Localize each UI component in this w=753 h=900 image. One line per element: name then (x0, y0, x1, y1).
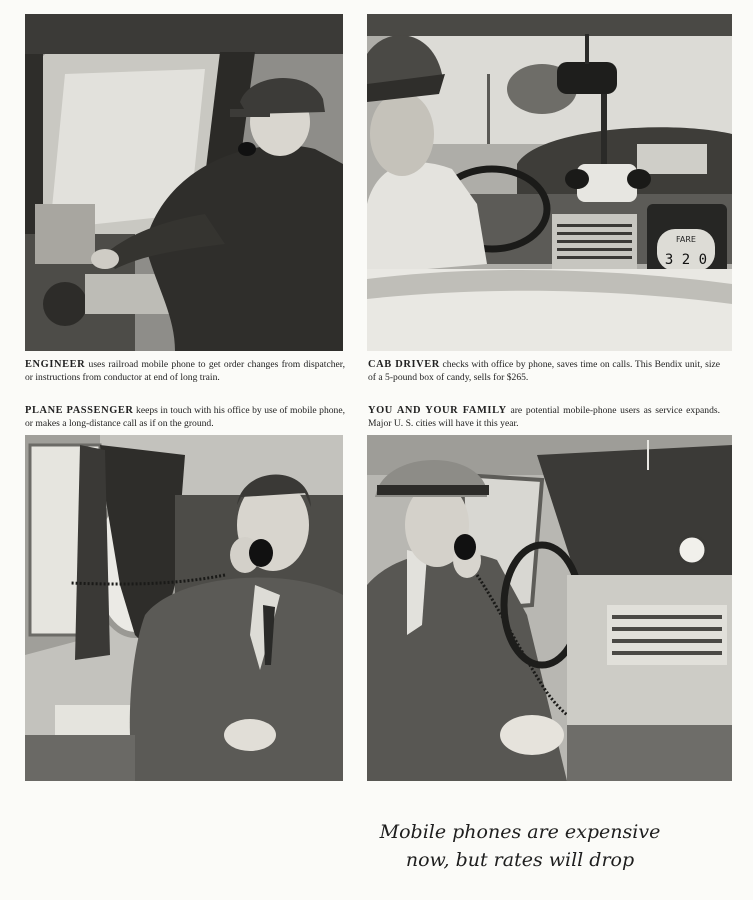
plane-passenger-caption-lead: PLANE PASSENGER (25, 405, 134, 416)
cab-driver-caption (368, 358, 720, 384)
engineer-caption (25, 358, 345, 384)
fare-meter-label: FARE (676, 235, 696, 244)
cab-driver-caption-lead: CAB DRIVER (368, 359, 440, 370)
family-caption (368, 404, 720, 430)
family-caption-text: are potential mobile-phone users as service expands. Major U. S. cities will have it this year. (368, 405, 720, 429)
pullquote (370, 818, 670, 874)
engineer-caption-text: uses railroad mobile phone to get order changes from dispatcher, or instructions from conductor at end of long train. (25, 359, 345, 383)
pullquote-line-1: Mobile phones are expensive (379, 821, 661, 843)
cab-driver-photo (367, 14, 732, 351)
family-caption-lead: YOU AND YOUR FAMILY (368, 405, 507, 416)
family-car-photo (367, 435, 732, 781)
pullquote-line-2: now, but rates will drop (405, 849, 635, 871)
engineer-caption-lead: ENGINEER (25, 359, 86, 370)
fare-meter-digits: 3 2 0 (664, 252, 708, 268)
cab-driver-caption-text: checks with office by phone, saves time on calls. This Bendix unit, size of a 5-pound box of candy, sells for $265. (368, 359, 721, 383)
engineer-photo (25, 14, 343, 351)
plane-passenger-caption-text: keeps in touch with his office by use of mobile phone, or makes a long-distance call as if on the ground. (25, 405, 346, 429)
plane-passenger-photo (25, 435, 343, 781)
plane-passenger-caption (25, 404, 345, 430)
